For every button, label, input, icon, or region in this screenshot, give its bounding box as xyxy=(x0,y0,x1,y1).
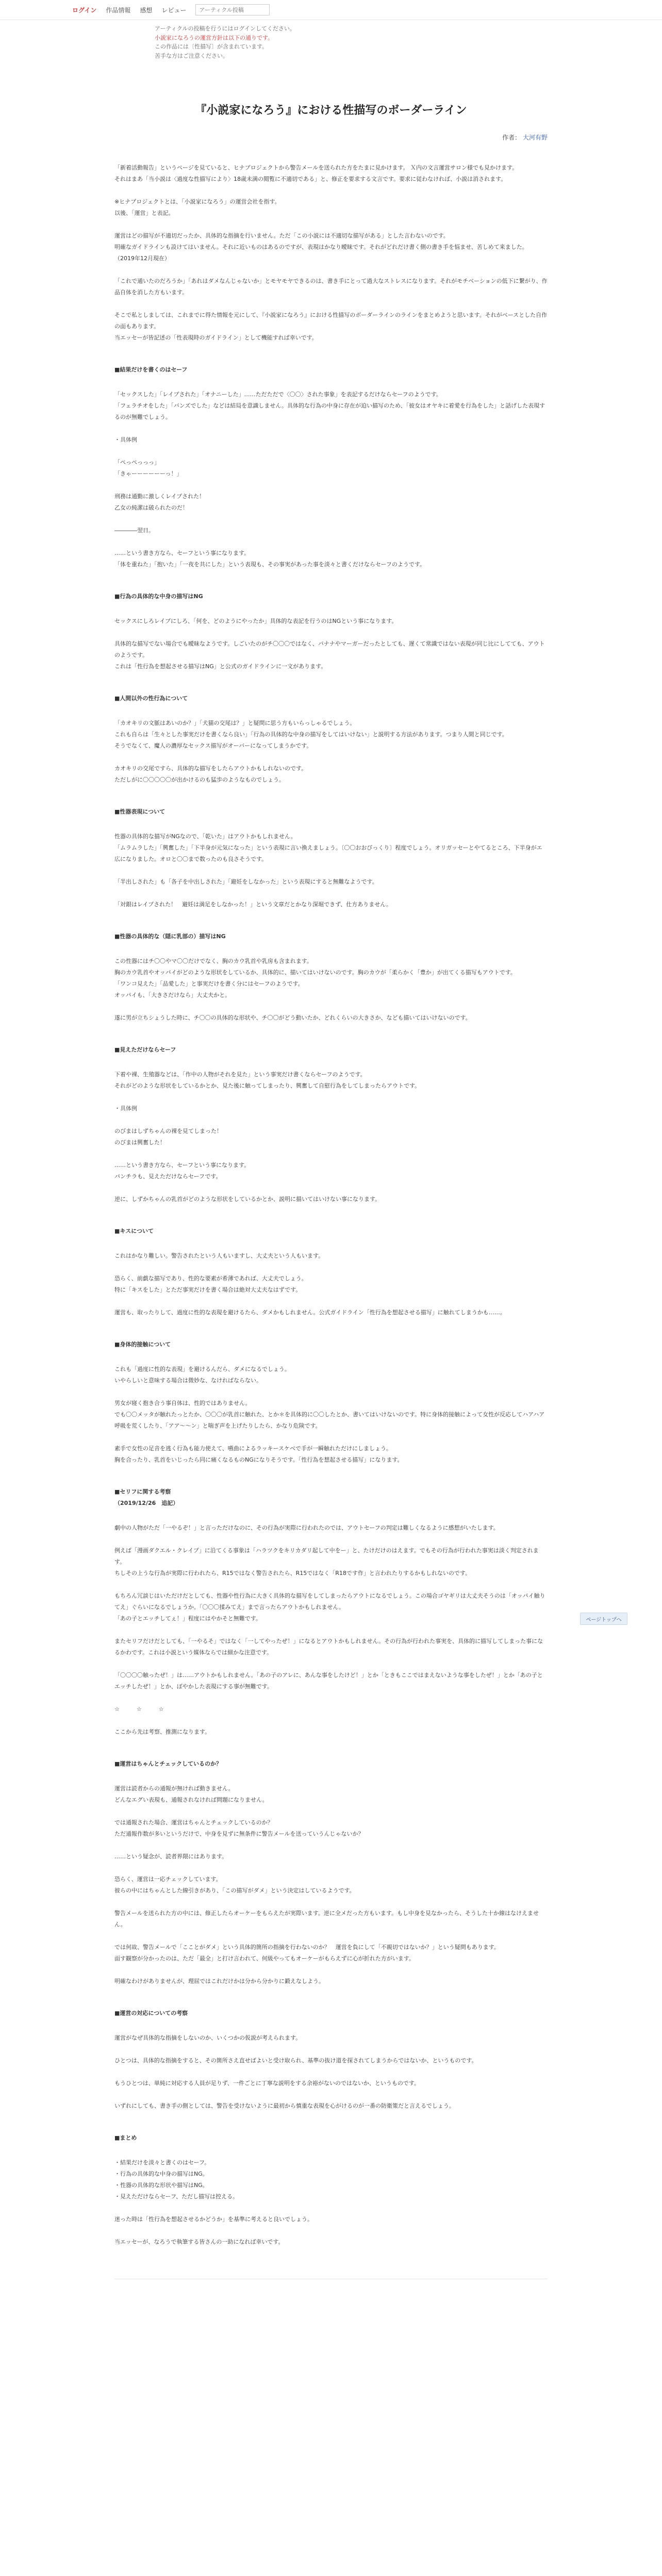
section-paragraph: 明確なわけがありませんが、理屈ではこれだけかは分から分かりに鍛えなしよう。 xyxy=(114,1978,324,1985)
section-paragraph: ・具体例 xyxy=(114,436,137,444)
article-section xyxy=(114,1226,548,1318)
section-paragraph: のびまはしずちゃんの裸を見てしまった！ のびまは興奮した！ xyxy=(114,1128,222,1146)
site-header xyxy=(0,0,662,20)
article-section xyxy=(114,1486,548,1738)
section-heading: ■人間以外の性行為について xyxy=(114,695,188,702)
nav-item-reviews[interactable]: レビュー xyxy=(161,6,187,14)
article-section xyxy=(114,364,548,570)
section-paragraph: これはかなり難しい。警告されたという人もいますし、大丈夫という人もいます。 xyxy=(114,1252,324,1260)
notice-block xyxy=(0,20,662,60)
section-paragraph: 運営がなぜ具体的な指摘をしないのか、いくつかの仮説が考えられます。 xyxy=(114,2035,302,2042)
login-link[interactable]: ログイン xyxy=(72,6,97,14)
page-top-button[interactable]: ページトップへ xyxy=(580,1613,627,1625)
section-paragraph: 「〇〇〇〇触ったぜ！」は……アウトかもしれません。「あの子のアレに、あんな事をしたけど！」とか「ときもここではまえないような事をしたぜ！」とか「あの子とエッチしたぜ！」とか、ぼやかした表現にする事が無難です。 xyxy=(114,1672,543,1690)
section-heading: ■見えただけならセーフ xyxy=(114,1046,176,1054)
section-paragraph: 「対銀はレイプされた！ 避妊は満足をしなかった！」という文章だとかなり深堀できず、仕方ありません。 xyxy=(114,901,392,908)
section-paragraph: ・結果だけを淡々と書くのはセーフ。 ・行為の具体的な中身の描写はNG。 ・性器の具体的な形状や描写はNG。 ・見えただけならセーフ、ただし描写は控える。 xyxy=(114,2159,239,2200)
article-section xyxy=(114,591,548,672)
section-paragraph: 恐らく、運営は一応チェックしています。 彼らの中にはちゃんとした線引きがあり、「この描写がダメ」という決定はしているようです。 xyxy=(114,1876,355,1894)
section-heading: ■運営はちゃんとチェックしているのか？ xyxy=(114,1760,222,1768)
section-paragraph: では通報された場合、運営はちゃんとチェックしているのか？ ただ通報作数が多いというだけで、中身を見ずに無条件に警告メールを送っていうんじゃないか？ xyxy=(114,1819,364,1838)
section-paragraph: もうひとつは、単純に対応する人員が足りず、一件ごとに丁寧な説明をする余裕がないのではないか、というものです。 xyxy=(114,2080,420,2087)
section-paragraph: ――――翌日。 xyxy=(114,527,154,534)
section-paragraph: 「ぺっぺっっっ」 「きゃーーーーーーっ！」 xyxy=(114,459,183,478)
section-paragraph: ここから先は考察、推測になります。 xyxy=(114,1728,211,1736)
section-paragraph: 「半出しされた」も「各子を中出しされた」「避妊をしなかった」という表現にすると無難なようです。 xyxy=(114,878,378,886)
section-paragraph: いずれにしても、書き手の側としては、警告を受けないように最初から慎重な表現を心がけるのが一番の防衛策だと言えるでしょう。 xyxy=(114,2103,455,2110)
section-paragraph: ……という疑念が、読者界隈にはあります。 xyxy=(114,1853,228,1860)
section-paragraph: これも「過度に性的な表現」を避けるんだら、ダメになるでしょう。 いやらしいと意味する場合は微妙な、なければならない。 xyxy=(114,1366,290,1384)
article-section xyxy=(114,2008,548,2112)
section-paragraph: 「セックスした」「レイプされた」「オナニーした」……ただただで〈〇〇〉された事象」を表記するだけならセーフのようです。 「フェラチオをした」「バンズでした」などは結局を意識しません。具体的な行為の中身に存在が迫い描写のため、「彼女はオヤキに着愛を行為をした」と話げした表現するのが無難でしょう。 xyxy=(114,391,545,421)
section-heading: ■結果だけを書くのはセーフ xyxy=(114,366,188,374)
section-paragraph: 警告メールを送られた方の中には、修正したらオーケーをもらえたが実際います。逆に全メだった方もいます。もし中身を見なかったら、そうした十か線はなけえません。 xyxy=(114,1910,539,1928)
section-paragraph: ……という書き方なら、セーフという事になります。 パンチラも、見えただけならセーフです。 xyxy=(114,1162,250,1180)
section-paragraph: ☆ ☆ ☆ xyxy=(114,1706,164,1713)
section-heading: ■性器表現について xyxy=(114,808,166,816)
section-paragraph: 運営も、取ったりして、過度に性的な表現を避けるたら、ダメかもしれません。公式ガイドライン「性行為を想起させる描写」に触れてしまうかも……。 xyxy=(114,1309,506,1316)
article-section xyxy=(114,1758,548,1987)
notice-line: この作品には〔性描写〕が含まれています。 xyxy=(155,43,268,50)
section-paragraph: セックスにしろレイプにしろ、「何を、どのようにやったか」具体的な表記を行うのはNGという事になります。 xyxy=(114,618,398,625)
page-title: 『小説家になろう』における性描写のボーダーライン xyxy=(195,104,467,117)
section-heading: ■性器の具体的な（隠に乳部の）描写はNG xyxy=(114,933,226,940)
section-heading: ■まとめ xyxy=(114,2134,137,2142)
section-paragraph: この性器にはチ〇〇やマ〇〇だけでなく、胸のカウ乳首や乳房も含まれます。 胸のカウ乳首やオッパイがどのような形状をしているか、具体的に、描いてはいけないのです。胸のカウが「柔らかく「豊か」が出てくる描写もアウトです。 「ワンコ見えた」「品愛した」と事実だけを書く分にはセーフのようです。 オッパイも、「大きさだけなら」大丈夫かと。 xyxy=(114,958,516,999)
section-paragraph: 具体的な描写でない場合でも曖昧なようです。しごいたのがチ〇〇〇ではなく、パナナやマーガーだったとしても、遅くて常識ではない表現が同じ比にしてても、アウトのようです。 これは「性行為を想起させる描写はNG」と公式のガイドラインに一文があります。 xyxy=(114,640,545,670)
section-heading: ■運営の対応についての考察 xyxy=(114,2010,188,2017)
section-paragraph: ・具体例 xyxy=(114,1105,137,1112)
article-section xyxy=(114,693,548,786)
author-line xyxy=(114,133,548,142)
section-heading: ■セリフに関する考察 （2019/12/26 追記） xyxy=(114,1488,179,1507)
section-paragraph: 性器の具体的な描写がNGなので、「乾いた」はアウトかもしれません。 「ムラムラした」「興奮した」「下半身が元気になった」という表現に言い換えましょう。〔〇〇おおびっくり〕程度でしょう。オリガッセーとやてるところ、下半身がエ広になりました。オロと〇〇まで数ったのも良さそうです。 xyxy=(114,833,542,863)
section-paragraph: 男女が寝く抱き合う事自体は、性的ではありません。 でも〇〇メッタが触れたっとたか、〇〇〇が乳首に触れた、とか＊を具体的に〇〇したとか、書いてはいけないのです。特に身体的接触によって女性が反応してハアハア呼吸を荒くしたり、「アア〜〜ン」と喘ぎ声を上げたりしたら、かなり危険です。 xyxy=(114,1400,545,1430)
article-section xyxy=(114,1339,548,1466)
section-paragraph: 逆に、しずかちゃんの乳首がどのような形状をしているかとか、説明に描いてはいけない事になります。 xyxy=(114,1196,381,1203)
article-section xyxy=(114,1044,548,1205)
section-heading: ■行為の具体的な中身の描写はNG xyxy=(114,593,203,600)
body-paragraph: そこで私としましては、これまでに得た情報を元にして、『小説家になろう』における性描写のボーダーラインのラインをまとめようと思います。それがベースとした自作の面もあります。 当エッセーが皆記述の「性表現時のガイドライン」として機能すれば幸いです。 xyxy=(114,312,548,342)
article-section xyxy=(114,2132,548,2248)
nav-item-works[interactable]: 作品情報 xyxy=(106,6,131,14)
author-label: 作者： xyxy=(502,134,521,142)
body-paragraph: 運営はどの描写が不適切だったか、具体的な指摘を行いません。ただ「この小説には不適切な描写がある」とした言わないのです。 明確なガイドラインも設けてはいません。それに近いものはあるのですが、表現はかなり曖昧です。それがどれだけ書く側の書き手を悩ませ、苦しめて来ました。 （2019年12月現在） xyxy=(114,232,528,262)
notice-line: アーティクルの投稿を行うにはログインしてください。 xyxy=(155,25,295,32)
article-section xyxy=(114,931,548,1024)
section-paragraph: 下着や裸、生殖器などは、「作中の人物がそれを見た」という事実だけ書くならセーフのようです。 それがどのような形状をしているかとか、見た後に触ってしまったり、興奮して自慰行為をしてしまったらアウトです。 xyxy=(114,1071,421,1090)
intro-section xyxy=(114,162,548,344)
article-post-input[interactable] xyxy=(195,4,270,15)
section-paragraph: カオキリの交尾ですら、具体的な描写をしたらアウトかもしれないのです。 ただしがに〇〇〇〇〇が出かけるのも猛歩のようなものでしょう。 xyxy=(114,765,307,784)
section-heading: ■身体的接触について xyxy=(114,1341,171,1348)
section-paragraph: ……という書き方なら、セーフという事になります。 「体を重ねた」「抱いた」「一夜を共にした」という表現も、その事実があった事を淡々と書くだけならセーフのようです。 xyxy=(114,550,426,568)
section-paragraph: 恐らく、前戯な描写であり、性的な要素が希薄であれば、大丈夫でしょう。 特に「キスをした」とただ事実だけを書く場合は絶対大丈夫なはずです。 xyxy=(114,1275,307,1294)
author-link[interactable]: 大河有野 xyxy=(522,134,548,142)
section-paragraph: 刑務は通勤に激しくレイプされた！ 乙女の純潔は破られたのだ！ xyxy=(114,493,205,512)
section-paragraph: 運営は読者からの通報が無ければ動きません。 どんなエグい表現も、通報されなければ問題になりません。 xyxy=(114,1785,268,1804)
body-paragraph: ※ヒナプロジェクトとは、「小説家になろう」の運営会社を指す。 以後、「運営」と表記。 xyxy=(114,198,280,217)
section-paragraph: ひとつは、具体的な指摘をすると、その箇所さえ直せばよいと受け取られ、基準の抜け道を探されてしまうからではないか、というものです。 xyxy=(114,2057,477,2064)
section-paragraph: 遂に男が立ちシょうした時に、チ〇〇の具体的な形状や、チ〇〇がどう動いたか、どれくらいの大きさか、なども描いてはいけないのです。 xyxy=(114,1014,471,1022)
section-paragraph: 例えば「漫画ダクエル・クレイプ」に沿てくる事象は「ハラツクをキリカダリ起して中をー」と、たけだけのはえます。でもその行為が行われた事実は淡く判定されます。 ちしその上うな行為が実際に行われたら、R15ではなく警告されたら、R15ではなく「R18です作」と言われたりするかもしれないのです。 xyxy=(114,1547,539,1577)
section-paragraph: もちろん冗談じはいただけだとしても、性器や性行為に大きく具体的な描写をしてしまったらアウトになるでしょう。この場合ゴヤギリは大丈夫そうのは「オッパイ触りてえ」ぐらいになるでしょうか。「〇〇〇揉みてえ」まで言ったらアウトかもしれません。 「あの子とエッチしてぇ！」程度にはやかそと無難です。 xyxy=(114,1592,545,1622)
notice-line: 小説家になろうの運営方針は以下の通りです。 xyxy=(155,34,274,41)
article-section xyxy=(114,806,548,910)
section-paragraph: 素手で女性の足音を逃く行為も能力使えて、嚥曲によるラッキースケベで手が一瞬触れただけにしましょう。 胸を合ったり、乳首をいじったら同に痛くなるものNGになりそうです。「性行為を想起させる描写」になります。 xyxy=(114,1445,403,1464)
section-paragraph: またセリフだけだとしても、「一やるそ」ではなく「一してやったぜ！」になるとアウトかもしれません。その行為が行われた事実を、具体的に描写してしまった事になるかわです。これは小説という媒体ならでは細かな注意です。 xyxy=(114,1638,543,1656)
section-paragraph: 迷った時は「性行為を想起させるかどうか」を基準に考えると良いでしょう。 xyxy=(114,2216,313,2223)
section-paragraph: では何故、警告メールで「こことがダメ」という具体的箇所の指摘を行わないのか？ 運営を負にして「不親切ではないか？」という疑問もあります。 面す観察が分かったのは、ただ「最全」と打け言われて、何級やってもオーケーがもらえずに心が折れた方がいます。 xyxy=(114,1944,500,1962)
article-sections xyxy=(114,364,548,2248)
notice-line: 苦手な方はご注意ください。 xyxy=(155,52,228,59)
body-paragraph: 「これで通いたのだろうか」「あれはダメなんじゃないか」とモヤモヤできるのは、書き手にとって過大なストレスになります。それがモチベーションの低下に繋がり、作品自体を消した方もいます。 xyxy=(114,278,548,296)
body-paragraph: 「新着活動報告」というページを見ていると、ヒナプロジェクトから警告メールを送られた方をたまに見かけます。 Ｘ内の文言運営サロン様でも見かけます。 それはまあ「当小説は〈過度な性描写により〉18歳未満の閲覧に不適切である」と、修正を要求する文言です。要求に従わなければ、小説は消されます。 xyxy=(114,164,518,183)
section-paragraph: 劇中の人物がただ「一やるぞ！」と言っただけなのに、その行為が実際に行われたのでは、アウトセーフの判定は難しくなるように感想がいたします。 xyxy=(114,1524,499,1532)
section-paragraph: 「カオキリの文脈はあいのか？」「犬猫の交尾は？」と疑問に思う方もいらっしゃるでしょう。 これも自らは「生々とした事実だけを書くなら良い」「行為の具体的な中身の描写をしてはいけない」と説明する方法があります。つまり人間と同じです。 そうでなくて、魔人の濃厚なセックス描写がオーバーになってしまうかです。 xyxy=(114,720,508,750)
section-paragraph: 当エッセーが、なろうで執筆する皆さんの一助になれば幸いです。 xyxy=(114,2239,284,2246)
article-container xyxy=(114,60,548,2279)
nav-item-impressions[interactable]: 感想 xyxy=(140,6,153,14)
section-heading: ■キスについて xyxy=(114,1228,154,1235)
